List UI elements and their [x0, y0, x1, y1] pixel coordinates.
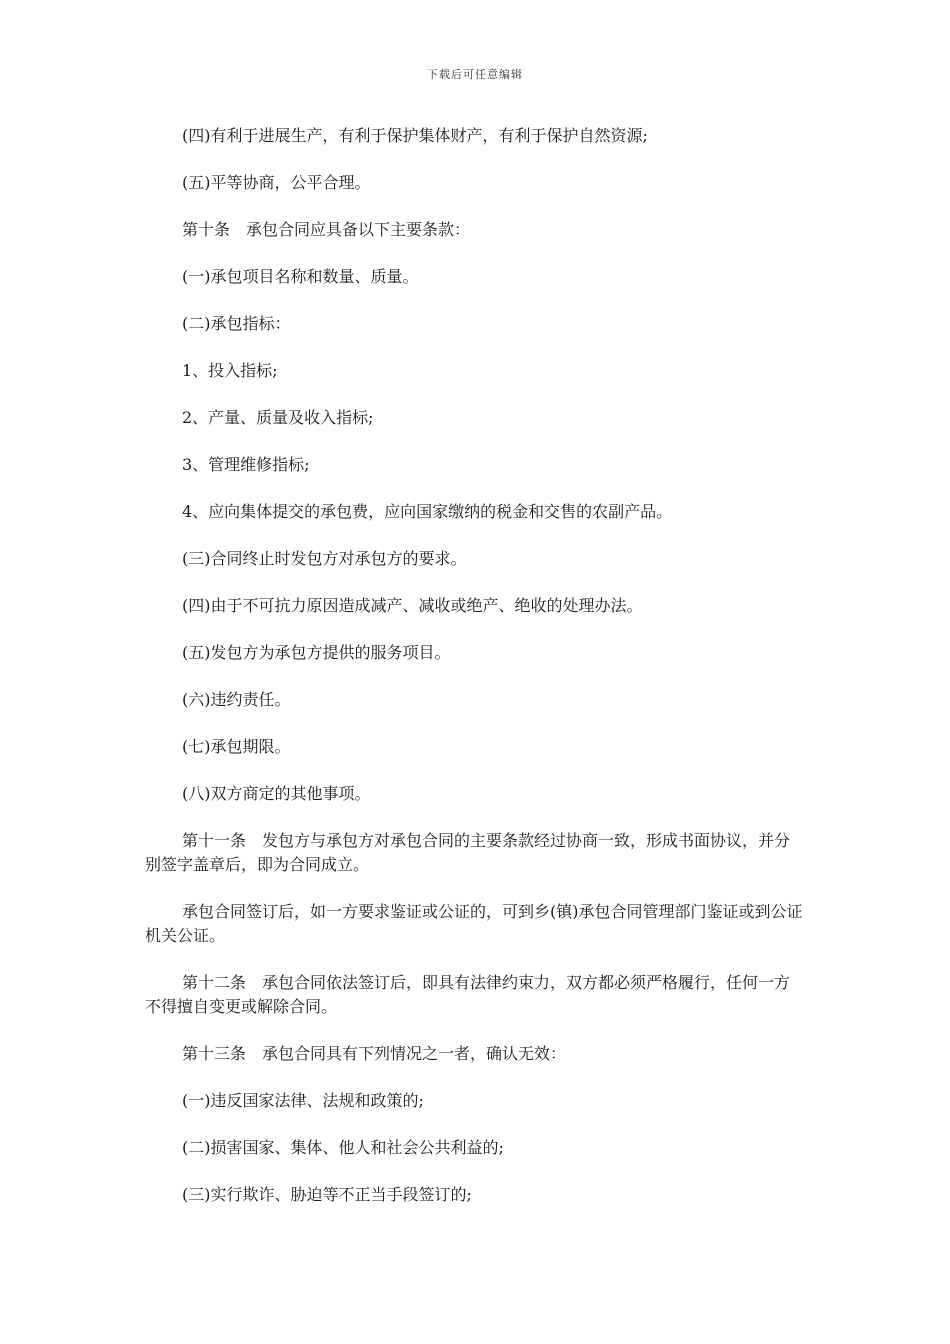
paragraph-7: 2、产量、质量及收入指标; — [182, 408, 374, 427]
document-body — [145, 124, 805, 1230]
article-12: 第十二条 承包合同依法签订后，即具有法律约束力，双方都必须严格履行，任何一方不得擅自变更或解除合同。 — [145, 973, 791, 1016]
paragraph-22: (三)实行欺诈、胁迫等不正当手段签订的; — [182, 1185, 472, 1204]
paragraph-12: (五)发包方为承包方提供的服务项目。 — [182, 643, 451, 662]
paragraph-8: 3、管理维修指标; — [182, 455, 310, 474]
paragraph-20: (一)违反国家法律、法规和政策的; — [182, 1091, 424, 1110]
paragraph-2: (五)平等协商，公平合理。 — [182, 173, 371, 192]
article-11: 第十一条 发包方与承包方对承包合同的主要条款经过协商一致，形成书面协议，并分别签字盖章后，即为合同成立。 — [145, 831, 791, 874]
paragraph-6: 1、投入指标; — [182, 361, 278, 380]
paragraph-15: (八)双方商定的其他事项。 — [182, 784, 371, 803]
paragraph-14: (七)承包期限。 — [182, 737, 291, 756]
article-10-heading: 第十条 承包合同应具备以下主要条款： — [182, 220, 471, 239]
page-header: 下载后可任意编辑 — [427, 68, 523, 81]
paragraph-17: 承包合同签订后，如一方要求鉴证或公证的，可到乡(镇)承包合同管理部门鉴证或到公证机关公证。 — [145, 902, 803, 945]
paragraph-13: (六)违约责任。 — [182, 690, 291, 709]
paragraph-5: (二)承包指标： — [182, 314, 291, 333]
paragraph-4: (一)承包项目名称和数量、质量。 — [182, 267, 419, 286]
paragraph-10: (三)合同终止时发包方对承包方的要求。 — [182, 549, 467, 568]
paragraph-1: (四)有利于进展生产，有利于保护集体财产，有利于保护自然资源; — [182, 126, 648, 145]
paragraph-11: (四)由于不可抗力原因造成减产、减收或绝产、绝收的处理办法。 — [182, 596, 643, 615]
paragraph-21: (二)损害国家、集体、他人和社会公共利益的; — [182, 1138, 504, 1157]
article-13-heading: 第十三条 承包合同具有下列情况之一者，确认无效： — [182, 1044, 567, 1063]
paragraph-9: 4、应向集体提交的承包费，应向国家缴纳的税金和交售的农副产品。 — [182, 502, 673, 521]
